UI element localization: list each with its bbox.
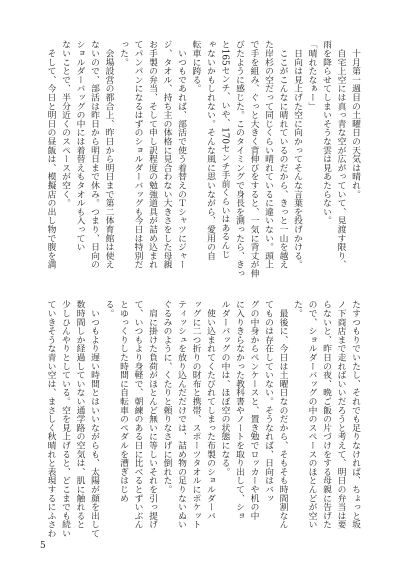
upper-text-tier — [42, 40, 362, 280]
text-column: ぐるみのように、くたりと頼りなさげに倒れた。 — [161, 300, 172, 494]
text-column: そして、今日と明日の昼飯は、模擬店の出し物で腹を満 — [45, 40, 56, 269]
text-column: ショルダーバッグの中には着替えもタオルも入ってい — [74, 40, 85, 252]
text-column: で手を組み、ぐっと大きく背伸びをすると、一気に背丈が伸 — [248, 40, 259, 278]
text-column: 十月第一週目の土曜日の天気は晴れ。 — [350, 40, 360, 199]
text-column: てパンパンになるはずのショルダーバッグも今日は特別だ — [132, 40, 143, 269]
text-column: びたように感じた。このタイミングで身長を測ったら、きっ — [234, 40, 244, 278]
text-column: ッグに二つ折りの財布と携帯、スポーツタオルにポケット — [190, 300, 201, 529]
text-column: らないと、昨日の夜、晩ご飯の片づけをする母親に告げた — [321, 300, 331, 529]
text-column: 使い込まれてくたびれてしまった布製のショルダーバ — [205, 300, 215, 520]
text-column: 転車に跨る。 — [190, 40, 201, 93]
text-column: ジ、タオル、持ち主の体格に見合わない大きさをした母親 — [161, 40, 172, 269]
text-column: 肩に掛けた負荷がほとんど無いに等しいそれを引っ提げ — [147, 300, 157, 529]
text-column: と165センチ、いや、170センチ手前くらいはあるんじ — [219, 40, 230, 259]
text-column: ノ下商店まで走ればいいだろうと考えて、明日の弁当は要 — [335, 300, 346, 529]
text-column: 数時間しか経過していない通学路の空気は、肌に触れると — [74, 300, 85, 529]
text-column: ルダーバッグの中は、ほぼ空の状態になる。 — [219, 300, 230, 476]
text-column: たすつもりでいたし、それでも足りなければ、ちょっと坂 — [350, 300, 360, 529]
text-column: 会場設営の都合上、昨日から明日まで第二体育館は使え — [103, 40, 114, 269]
page-number: 5 — [40, 541, 46, 551]
text-column: 日向は見上げた空に向かってそんな言葉を投げかける。 — [292, 40, 302, 269]
text-column: て、いつもより身軽で、朝練のある日に比べるとずいぶん — [132, 300, 143, 529]
text-column: お手製の弁当、そして申し訳程度の勉強道具が詰め込まれ — [147, 40, 157, 269]
text-column: いつもより遅い時間とはいいながらも、太陽が顔を出して — [89, 300, 99, 538]
text-column: た岸杉の空だって同じくらい晴れているに違いない。頭上 — [263, 40, 273, 269]
text-column: 最後に、今日は土曜日なのだから、そもそも時間割なん — [277, 300, 288, 529]
text-column: とゆっくりした時間に自転車のペダルを漕ぎはじめ — [118, 300, 128, 503]
lower-text-tier — [42, 300, 362, 540]
text-column: ゃないかもしれない。そんな風に思いながら、愛用の自 — [205, 40, 215, 260]
text-column: 少しひんやりとしている。空を見上げると、どこまでも続い — [60, 300, 70, 538]
text-column: いつもであれば、部活で使う着替えのＴシャツにジャー — [176, 40, 186, 269]
text-column: た。 — [292, 300, 302, 318]
text-column: 自宅上空には真っ青な空が広がっていて、見渡す限り、 — [335, 40, 346, 269]
text-column: ないので、部活は昨日から明日まで休み。つまり、日向の — [89, 40, 99, 269]
text-column: った。 — [118, 40, 128, 67]
text-column: ここがこんなに晴れているのだから、きっと一山を越え — [277, 40, 288, 269]
text-column: ティッシュを放り込んだだけでは、詰め物の足りないぬい — [176, 300, 186, 529]
text-column: ていきそうな青い空は、まさしく秋晴れと表現するにふさわ — [45, 300, 56, 538]
text-column: ので、ショルダーバッグの中のスペースのほとんどが空い — [306, 300, 317, 529]
text-column: 「晴れたなぁー」 — [306, 40, 317, 111]
text-column: 雨を降らせてしまいそうな雲は見あたらない。 — [321, 40, 331, 225]
text-column: グの中身からペンケースと、置き勉でロッカーや机の中 — [248, 300, 259, 520]
text-column: る。 — [103, 300, 114, 318]
text-column: てものは存在していない。そうなれば、日向はバッ — [263, 300, 273, 503]
text-column: に入りきらなかった教科書やノートを取り出して、ショ — [234, 300, 244, 520]
text-column: ないことで、半分近くのスペースが空く。 — [60, 40, 70, 208]
